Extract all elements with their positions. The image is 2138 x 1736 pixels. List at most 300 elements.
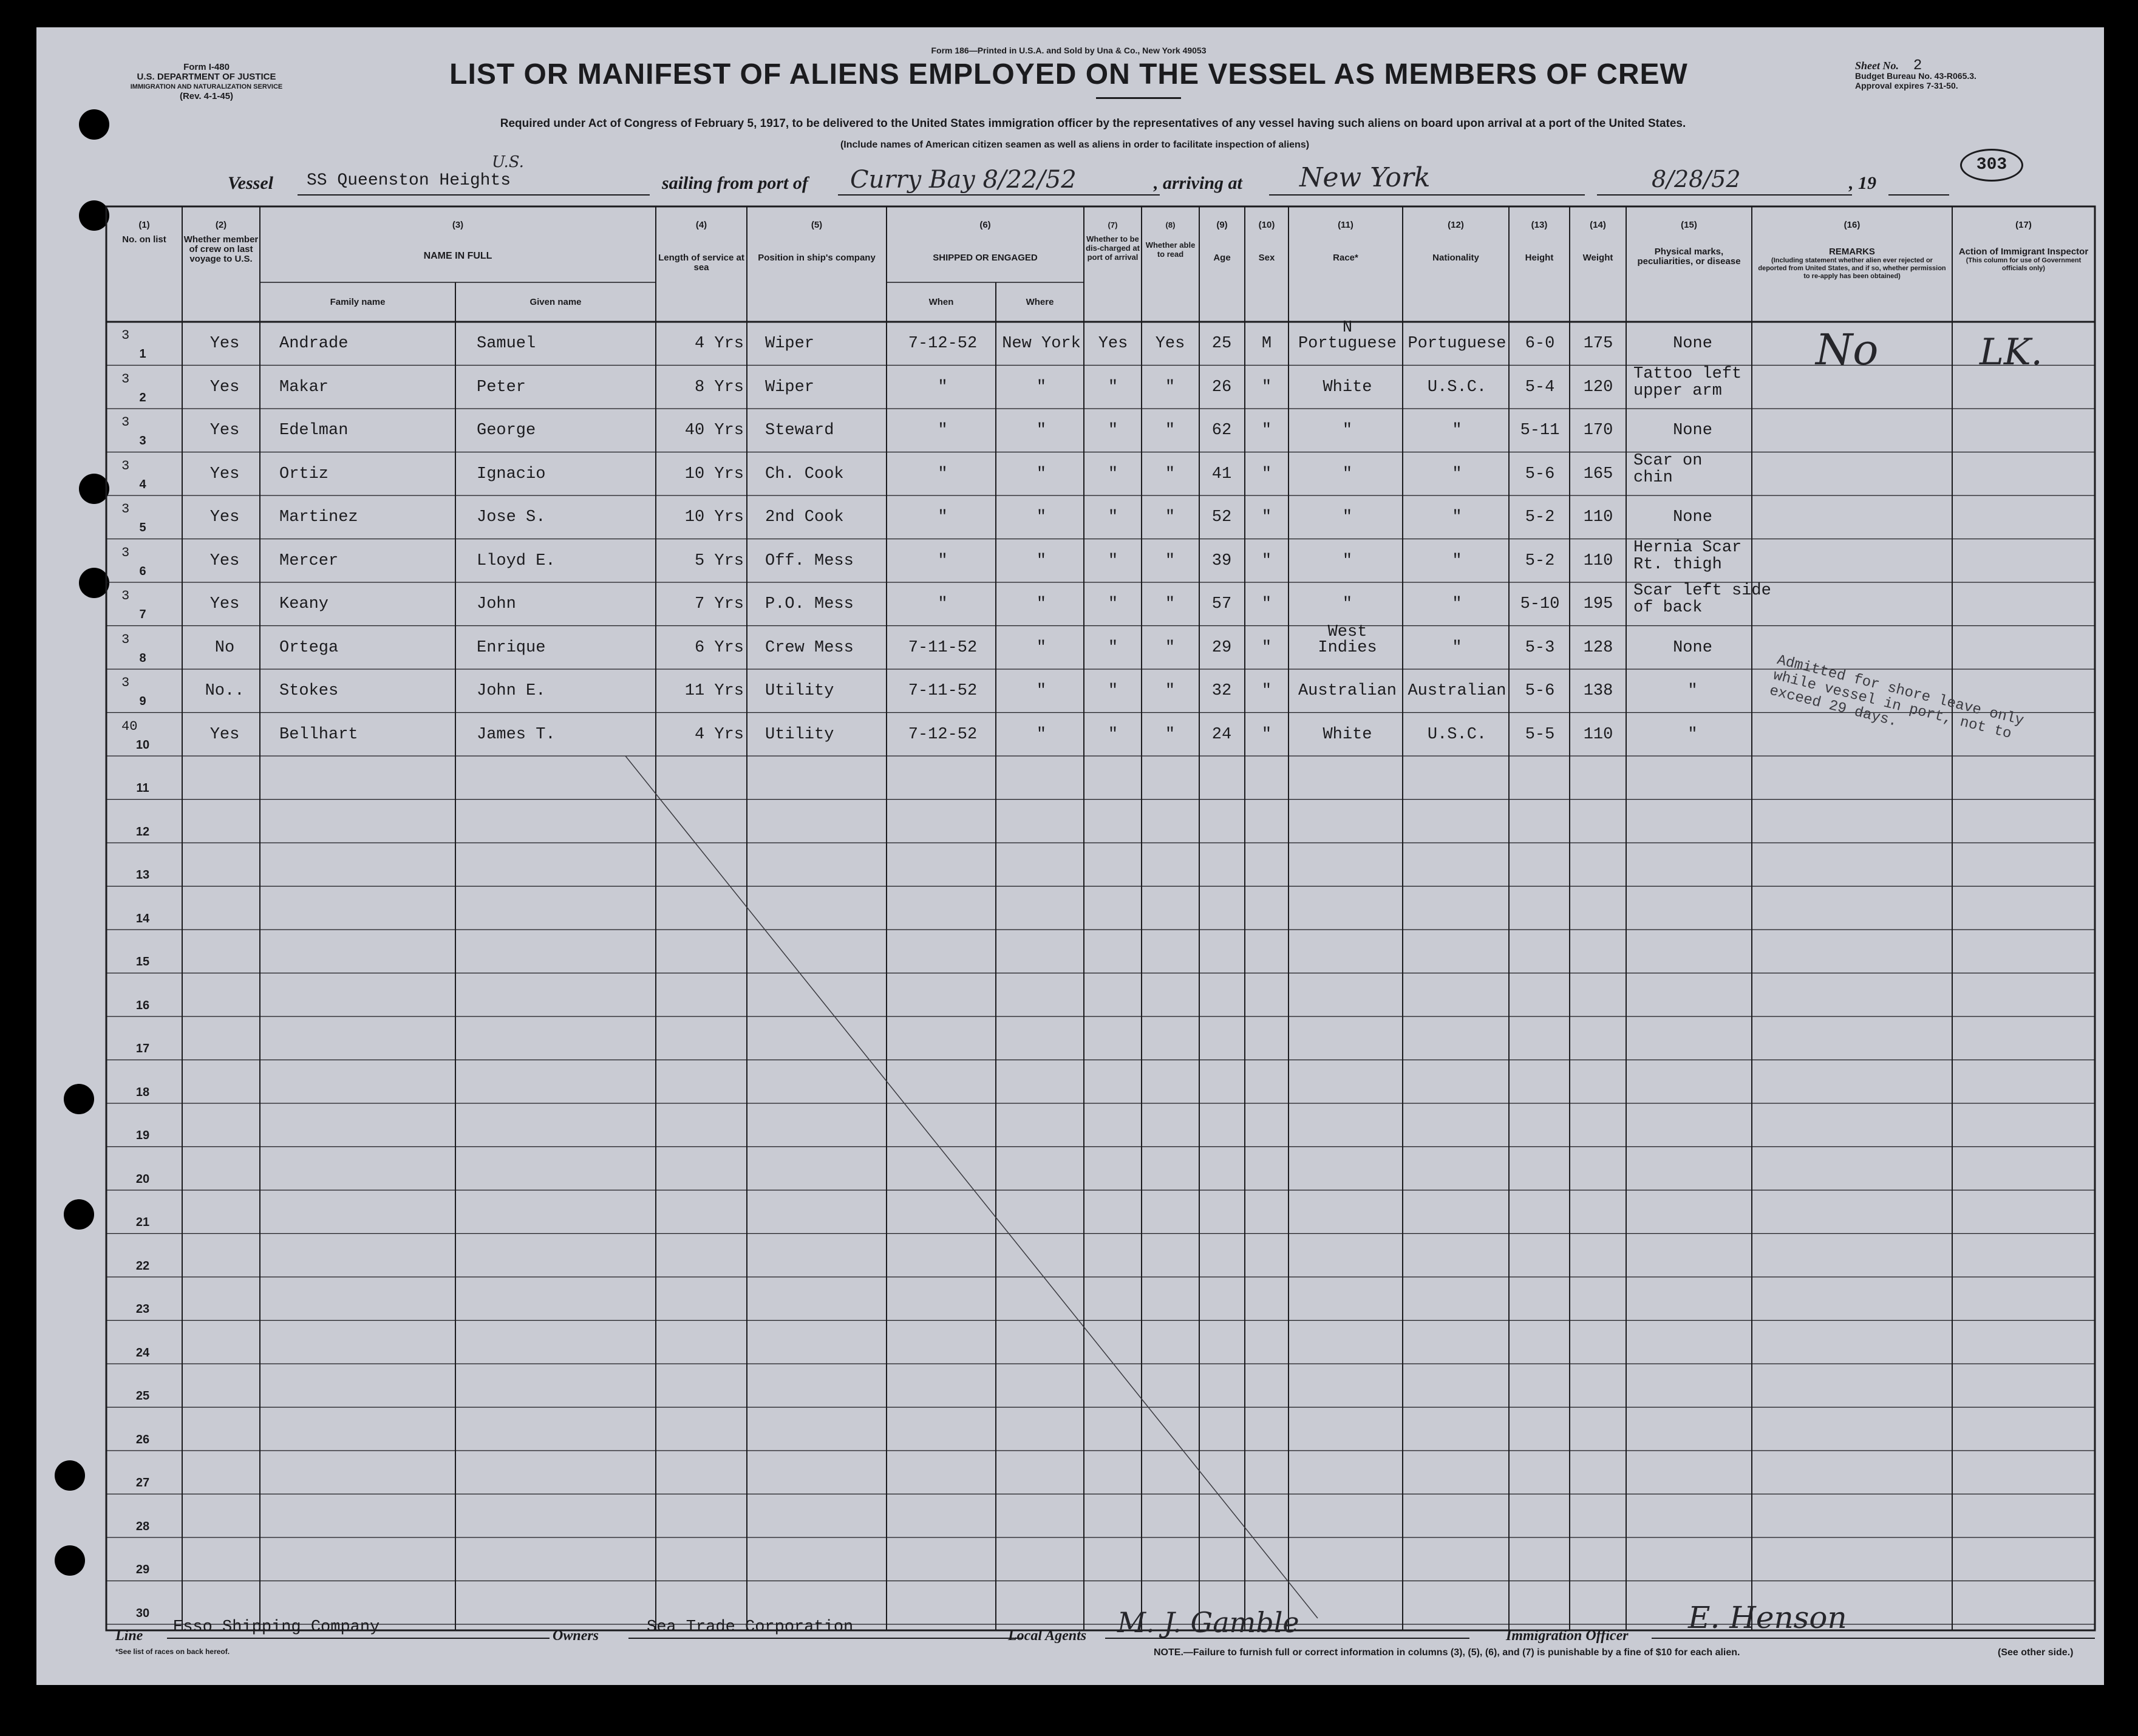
col-4-label: Length of service at sea [658,253,744,273]
cell-when: " [938,551,948,570]
cell-given: John [477,595,516,613]
sheet-label: Sheet No. [1855,60,1899,72]
where-header: Where [1026,297,1054,307]
col-9-header [1199,220,1245,263]
row-number: 25 [135,1389,150,1403]
row-number: 12 [135,825,150,839]
vessel-name: SS Queenston Heights [307,171,511,190]
col-10-number: (10) [1258,220,1275,230]
cell-family: Andrade [279,335,349,353]
row-number: 17 [135,1042,150,1055]
col-15-number: (15) [1681,220,1697,230]
cell-marks-line1: " [1687,682,1698,700]
row-number: 14 [135,911,150,925]
col-4-number: (4) [695,220,707,230]
cell-where: " [1036,421,1047,440]
officer-signature: E. Henson [1688,1600,1847,1635]
col-8-header [1142,220,1199,259]
row-annotation: 3 [121,588,130,604]
cell-read: " [1165,421,1176,440]
approval-expiry: Approval expires 7-31-50. [1855,81,1958,90]
cell-where: " [1036,551,1047,570]
family-name-header: Family name [330,297,386,307]
cell-crew: Yes [209,335,240,353]
when-header: When [928,297,954,307]
cell-age: 29 [1211,638,1232,657]
cell-nationality: " [1452,595,1462,613]
agents-label: Local Agents [1008,1628,1087,1644]
cell-position: Off. Mess [765,551,854,570]
row-annotation: 3 [121,458,130,474]
cell-read: " [1165,465,1176,483]
cell-position: Utility [765,725,834,744]
cell-disch: " [1108,508,1118,526]
col-17-sublabel: (This column for use of Government officials only) [1966,257,2082,272]
cell-read: " [1165,682,1176,700]
col-11-header [1289,220,1403,263]
cell-sex: " [1261,595,1272,613]
include-notice: (Include names of American citizen seamen as well as aliens in order to facilitate inspection of aliens) [840,140,1310,150]
cell-when: " [938,465,948,483]
cell-family: Mercer [279,551,339,570]
cell-race: " [1342,421,1353,440]
cell-disch: " [1108,725,1118,744]
sheet-number: 2 [1913,58,1922,74]
cell-marks-line2: of back [1633,599,1703,617]
cell-height: 5-2 [1525,508,1555,526]
col-7-number: (7) [1108,220,1118,230]
cell-disch: " [1108,682,1118,700]
cell-nationality: " [1452,465,1462,483]
cell-service: 8 Yrs [694,378,744,397]
col-5-number: (5) [811,220,823,230]
cell-family: Ortega [279,638,339,657]
col-17-label: Action of Immigrant Inspector [1958,247,2089,257]
cell-family: Edelman [279,421,349,440]
cell-race: White [1323,725,1372,744]
cell-age: 62 [1211,421,1232,440]
cell-family: Martinez [279,508,358,526]
row-number: 10 [135,738,150,752]
col-15-label: Physical marks, peculiarities, or disease [1637,247,1741,267]
owners-value: Sea Trade Corporation [647,1618,854,1636]
cell-sex: " [1261,682,1272,700]
cell-when: " [938,508,948,526]
col-16-label: REMARKS [1829,247,1875,257]
printer-note: Form 186—Printed in U.S.A. and Sold by Una & Co., New York 49053 [931,46,1207,55]
cell-race-top: West [1327,622,1367,641]
cell-race: " [1342,595,1353,613]
cell-weight: 138 [1583,682,1613,700]
cell-position: Wiper [765,378,815,397]
form-number: Form I-480 [183,62,230,72]
cell-service: 40 Yrs [684,421,744,440]
cell-service: 4 Yrs [694,335,744,353]
officer-underline [1652,1638,2095,1639]
cell-disch: " [1108,595,1118,613]
cell-race: White [1323,378,1372,397]
cell-crew: Yes [209,725,240,744]
col-17-header [1952,220,2095,273]
department-name: U.S. DEPARTMENT OF JUSTICE [137,72,276,82]
cell-position: Utility [765,682,834,700]
cell-family: Stokes [279,682,339,700]
cell-marks-line1: Hernia Scar [1633,538,1742,557]
col-9-number: (9) [1216,220,1228,230]
col-11-label: Race* [1333,253,1358,263]
arriving-label: , arriving at [1154,173,1242,193]
vessel-label: Vessel [228,173,273,193]
page-title: LIST OR MANIFEST OF ALIENS EMPLOYED ON THE VESSEL AS MEMBERS OF CREW [449,58,1688,90]
cell-service: 6 Yrs [694,638,744,657]
line-label: Line [115,1628,143,1644]
cell-given: James T. [477,725,556,744]
cell-disch: " [1108,638,1118,657]
row-annotation: 3 [121,545,130,560]
row-number: 6 [139,564,146,578]
cell-age: 57 [1211,595,1232,613]
owners-label: Owners [553,1628,599,1644]
col-12-header [1403,220,1509,263]
col-7-label: Whether to be dis-charged at port of arrival [1086,234,1140,262]
cell-marks-line2: chin [1633,468,1673,487]
cell-read: " [1165,508,1176,526]
cell-sex: " [1261,508,1272,526]
cell-service: 10 Yrs [684,508,744,526]
cell-sex: " [1261,725,1272,744]
row-number: 18 [135,1085,150,1099]
row-number: 29 [135,1563,150,1576]
cell-race: " [1342,508,1353,526]
cell-weight: 165 [1583,465,1613,483]
cell-read: " [1165,595,1176,613]
cell-marks-line1: None [1673,638,1712,657]
col-1-number: (1) [138,220,150,230]
col-3-number: (3) [452,220,464,230]
cell-when: " [938,421,948,440]
cell-position: Ch. Cook [765,465,844,483]
cell-weight: 128 [1583,638,1613,657]
cell-service: 5 Yrs [694,551,744,570]
cell-sex: " [1261,421,1272,440]
cell-family: Keany [279,595,329,613]
col-7-header [1084,220,1142,262]
cell-nationality: Australian [1408,682,1506,700]
cell-nationality: Portuguese [1408,335,1506,353]
service-name: IMMIGRATION AND NATURALIZATION SERVICE [130,83,283,90]
cell-age: 32 [1211,682,1232,700]
officer-label: Immigration Officer [1506,1628,1629,1644]
col-5-header [747,220,887,263]
col-6-label: SHIPPED OR ENGAGED [933,253,1038,263]
penalty-note: NOTE.—Failure to furnish full or correct information in columns (3), (5), (6), and (7) is punishable by a fine of $10 for each alien. [1154,1647,1740,1658]
vessel-annotation: U.S. [492,153,524,171]
row-number: 16 [135,998,150,1012]
col-5-label: Position in ship's company [758,253,876,263]
cell-given: Peter [477,378,526,397]
see-other-side: (See other side.) [1998,1647,2074,1658]
col-2-number: (2) [215,220,227,230]
cell-where: " [1036,465,1047,483]
cell-weight: 120 [1583,378,1613,397]
row-number: 11 [136,781,149,795]
cell-race: Portuguese [1298,335,1397,353]
row-number: 8 [139,651,146,665]
cell-crew: No [214,638,235,657]
cell-where: New York [1002,335,1081,353]
col-12-label: Nationality [1432,253,1479,263]
row-number: 9 [139,695,146,708]
cell-nationality: U.S.C. [1427,378,1487,397]
col-2-label: Whether member of crew on last voyage to U.S. [183,234,259,264]
cell-when: 7-12-52 [908,335,978,353]
cell-age: 39 [1211,551,1232,570]
sailing-label: sailing from port of [662,173,808,193]
cell-position: P.O. Mess [765,595,854,613]
cell-position: 2nd Cook [765,508,844,526]
row-number: 5 [139,521,146,534]
line-underline [167,1638,550,1639]
agents-signature: M. J. Gamble [1117,1606,1299,1639]
cell-read: Yes [1155,335,1185,353]
cell-given: Lloyd E. [477,551,556,570]
cell-height: 5-10 [1520,595,1560,613]
inspector-initials: LK. [1980,331,2043,373]
cell-marks-line1: None [1673,508,1712,526]
cell-marks-line1: Scar on [1633,451,1703,470]
cell-marks-line2: Rt. thigh [1633,555,1722,574]
row-number: 22 [135,1259,150,1273]
row-annotation: 3 [121,675,130,690]
row-number: 24 [135,1346,150,1360]
col-10-header [1245,220,1289,263]
cell-weight: 195 [1583,595,1613,613]
col-15-header [1626,220,1752,267]
col-1-label: No. on list [122,234,166,245]
cell-sex: " [1261,465,1272,483]
col-14-number: (14) [1590,220,1606,230]
col-2-header [182,220,260,264]
col-13-header [1509,220,1570,263]
cell-height: 5-6 [1525,682,1555,700]
row-annotation: 3 [121,631,130,647]
cell-read: " [1165,725,1176,744]
given-name-header: Given name [529,297,582,307]
row-annotation: 3 [121,415,130,430]
cell-read: " [1165,551,1176,570]
required-notice: Required under Act of Congress of February 5, 1917, to be delivered to the United States immigration officer by the representatives of any vessel having such aliens on board upon arrival at a port of the United States. [500,117,1686,130]
cell-read: " [1165,638,1176,657]
cell-read: " [1165,378,1176,397]
row-annotation: 3 [121,328,130,343]
cell-disch: " [1108,465,1118,483]
cell-when: 7-11-52 [908,638,978,657]
cell-marks-line1: Scar left side [1633,582,1771,600]
cell-nationality: " [1452,638,1462,657]
row-number: 3 [139,434,146,448]
col-3-header [260,220,656,261]
cell-marks-line1: " [1687,725,1698,744]
line-value: Esso Shipping Company [173,1618,380,1636]
col-14-label: Weight [1582,253,1613,263]
cell-family: Makar [279,378,329,397]
cell-weight: 170 [1583,421,1613,440]
row-number: 19 [135,1129,150,1142]
cell-age: 52 [1211,508,1232,526]
cell-family: Bellhart [279,725,358,744]
row-number: 23 [135,1302,150,1316]
cell-where: " [1036,725,1047,744]
cell-family: Ortiz [279,465,329,483]
cell-age: 26 [1211,378,1232,397]
cell-marks-line2: upper arm [1633,381,1722,400]
sailing-port: Curry Bay 8/22/52 [850,166,1077,194]
cell-weight: 110 [1583,725,1613,744]
row-number: 2 [139,390,146,404]
races-footnote: *See list of races on back hereof. [115,1647,230,1656]
row-number: 15 [135,955,150,968]
col-17-number: (17) [2015,220,2032,230]
cell-disch: Yes [1098,335,1128,353]
cell-service: 11 Yrs [684,682,744,700]
cell-age: 41 [1211,465,1232,483]
manifest-sheet [36,27,2104,1685]
stamp-number: 303 [1960,149,2023,182]
cell-weight: 175 [1583,335,1613,353]
col-1-header [106,220,182,245]
remarks-handwriting: No [1816,325,1879,375]
cell-crew: No.. [205,682,245,700]
row-annotation: 3 [121,371,130,387]
cell-sex: " [1261,378,1272,397]
row-number: 21 [135,1216,150,1229]
cell-when: " [938,378,948,397]
col-16-number: (16) [1844,220,1861,230]
col-3-label: NAME IN FULL [423,251,492,261]
cell-crew: Yes [209,551,240,570]
agents-underline [1105,1638,1469,1639]
cell-age: 24 [1211,725,1232,744]
col-12-number: (12) [1448,220,1464,230]
budget-bureau: Budget Bureau No. 43-R065.3. [1855,71,1976,81]
row-number: 30 [135,1606,150,1620]
cell-crew: Yes [209,508,240,526]
cell-height: 5-3 [1525,638,1555,657]
cell-given: John E. [477,682,546,700]
cell-crew: Yes [209,465,240,483]
cell-given: Enrique [477,638,546,657]
cell-sex: " [1261,551,1272,570]
cell-age: 25 [1211,335,1232,353]
col-8-number: (8) [1165,220,1176,230]
cell-given: Jose S. [477,508,546,526]
cell-disch: " [1108,378,1118,397]
cell-given: Ignacio [477,465,546,483]
cell-weight: 110 [1583,508,1613,526]
col-13-number: (13) [1531,220,1548,230]
cell-where: " [1036,508,1047,526]
cell-crew: Yes [209,378,240,397]
arriving-port: New York [1299,162,1431,193]
cell-race: " [1342,465,1353,483]
cell-height: 6-0 [1525,335,1555,353]
cell-nationality: " [1452,508,1462,526]
col-11-number: (11) [1338,220,1353,230]
cell-when: " [938,595,948,613]
cell-sex: " [1261,638,1272,657]
cell-sex: M [1261,335,1272,353]
year-label: , 19 [1849,173,1876,193]
cell-where: " [1036,595,1047,613]
cell-where: " [1036,378,1047,397]
col-6-header [887,220,1084,263]
row-number: 28 [135,1519,150,1533]
cell-service: 10 Yrs [684,465,744,483]
cell-where: " [1036,682,1047,700]
cell-race-top: N [1342,319,1353,337]
cell-race: " [1342,551,1353,570]
cell-race: Australian [1298,682,1397,700]
cell-height: 5-6 [1525,465,1555,483]
col-8-label: Whether able to read [1145,240,1196,259]
cell-marks-line1: None [1673,421,1712,440]
col-10-label: Sex [1258,253,1275,263]
cell-service: 4 Yrs [694,725,744,744]
cell-race: Indies [1318,638,1377,657]
cell-disch: " [1108,551,1118,570]
col-16-header [1752,220,1952,281]
col-13-label: Height [1525,253,1554,263]
cell-where: " [1036,638,1047,657]
cell-marks-line1: None [1673,335,1712,353]
col-14-header [1570,220,1626,263]
cell-crew: Yes [209,595,240,613]
cell-when: 7-11-52 [908,682,978,700]
cell-height: 5-2 [1525,551,1555,570]
cell-weight: 110 [1583,551,1613,570]
row-number: 7 [139,608,146,621]
revision-date: (Rev. 4-1-45) [179,91,234,101]
col-6-number: (6) [979,220,991,230]
cell-when: 7-12-52 [908,725,978,744]
cell-height: 5-4 [1525,378,1555,397]
row-number: 20 [135,1172,150,1186]
cell-nationality: " [1452,551,1462,570]
cell-crew: Yes [209,421,240,440]
row-number: 27 [135,1476,150,1489]
col-9-label: Age [1213,253,1231,263]
cell-height: 5-11 [1520,421,1560,440]
row-number: 1 [139,347,146,361]
cell-nationality: " [1452,421,1462,440]
cell-given: George [477,421,536,440]
arrival-date: 8/28/52 [1652,166,1741,192]
row-number: 4 [139,477,146,491]
cell-position: Crew Mess [765,638,854,657]
col-4-header [656,220,747,273]
cell-height: 5-5 [1525,725,1555,744]
row-number: 26 [135,1432,150,1446]
owners-underline [628,1638,1023,1639]
row-annotation: 3 [121,502,130,517]
cell-marks-line1: Tattoo left [1633,364,1742,383]
col-16-sublabel: (Including statement whether alien ever rejected or deported from United States, and if so, whether permission to re-apply has been obtained) [1758,257,1946,280]
cell-position: Wiper [765,335,815,353]
row-annotation: 40 [121,718,138,734]
cell-given: Samuel [477,335,536,353]
cell-service: 7 Yrs [694,595,744,613]
cell-position: Steward [765,421,834,440]
